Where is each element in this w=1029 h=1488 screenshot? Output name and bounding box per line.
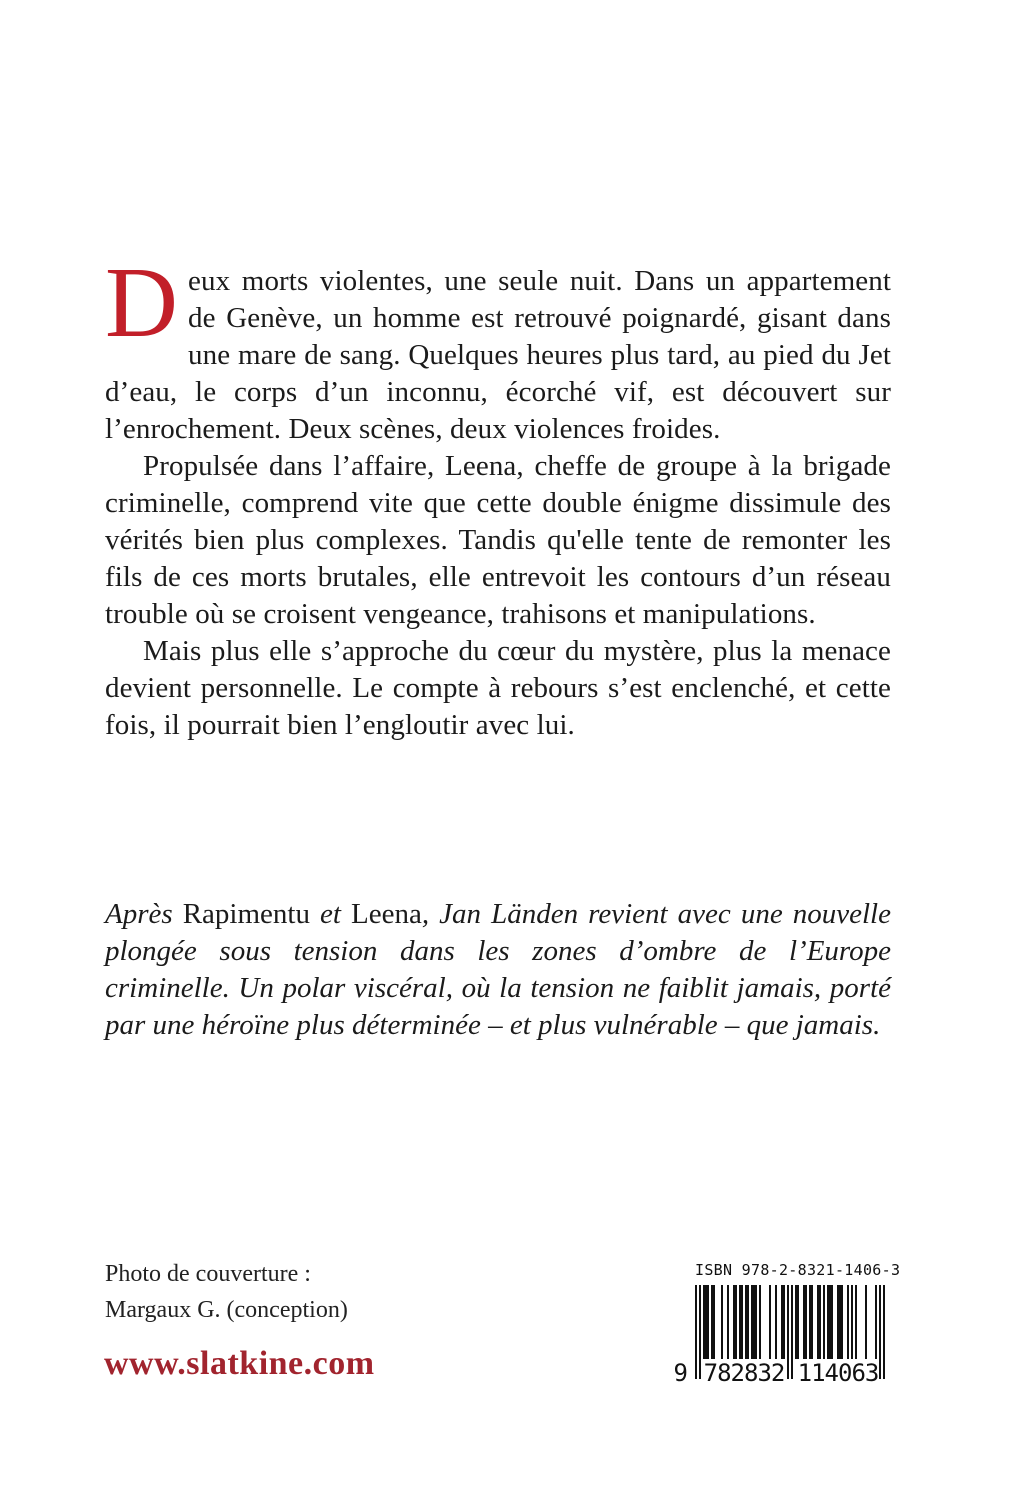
- cover-credits: [105, 1256, 348, 1328]
- author-note-segment: , Jan Länden revient avec une nouvelle plongée sous tension dans les zones d’ombre de l’Europe criminelle. Un polar viscéral, où la tension ne faiblit jamais, porté par une héroïne plus déterminée – et plus vulnérable – que jamais.: [105, 898, 891, 1041]
- synopsis-paragraph-3: Mais plus elle s’approche du cœur du mystère, plus la menace devient personnelle. Le compte à rebours s’est enclenché, et cette fois, il pourrait bien l’engloutir avec lui.: [105, 635, 891, 741]
- publisher-website: www.slatkine.com: [104, 1345, 375, 1382]
- credit-line-photo: Photo de couverture :: [105, 1261, 311, 1287]
- barcode-digits-left-group: 782832: [703, 1359, 785, 1387]
- isbn-barcode-block: [673, 1261, 901, 1387]
- isbn-number-label: ISBN 978-2-8321-1406-3: [695, 1261, 901, 1279]
- synopsis-paragraph-1: [105, 246, 891, 448]
- author-note-segment: et: [309, 898, 352, 930]
- synopsis: [105, 246, 891, 744]
- book-title-leena: Leena: [351, 898, 422, 930]
- author-note: [105, 896, 891, 1044]
- drop-cap-letter: D: [105, 246, 179, 358]
- barcode-digits-right-group: 114063: [797, 1359, 879, 1387]
- synopsis-paragraph-1-text: eux morts violentes, une seule nuit. Dans un appartement de Genève, un homme est retrouvé poignardé, gisant dans une mare de sang. Quelques heures plus tard, au pied du Jet d’eau, le corps d’un inconnu, écorché vif, est découvert sur l’enrochement. Deux scènes, deux violences froides.: [105, 265, 891, 445]
- synopsis-paragraph-2: Propulsée dans l’affaire, Leena, cheffe de groupe à la brigade criminelle, comprend vite que cette double énigme dissimule des vérités bien plus complexes. Tandis qu'elle tente de remonter les fils de ces morts brutales, elle entrevoit les contours d’un réseau trouble où se croisent vengeance, trahisons et manipulations.: [105, 450, 891, 630]
- credit-line-designer: Margaux G. (conception): [105, 1297, 348, 1323]
- book-title-rapimentu: Rapimentu: [182, 898, 310, 930]
- author-note-segment: Après: [105, 898, 183, 930]
- barcode-digit-leading: 9: [673, 1359, 687, 1387]
